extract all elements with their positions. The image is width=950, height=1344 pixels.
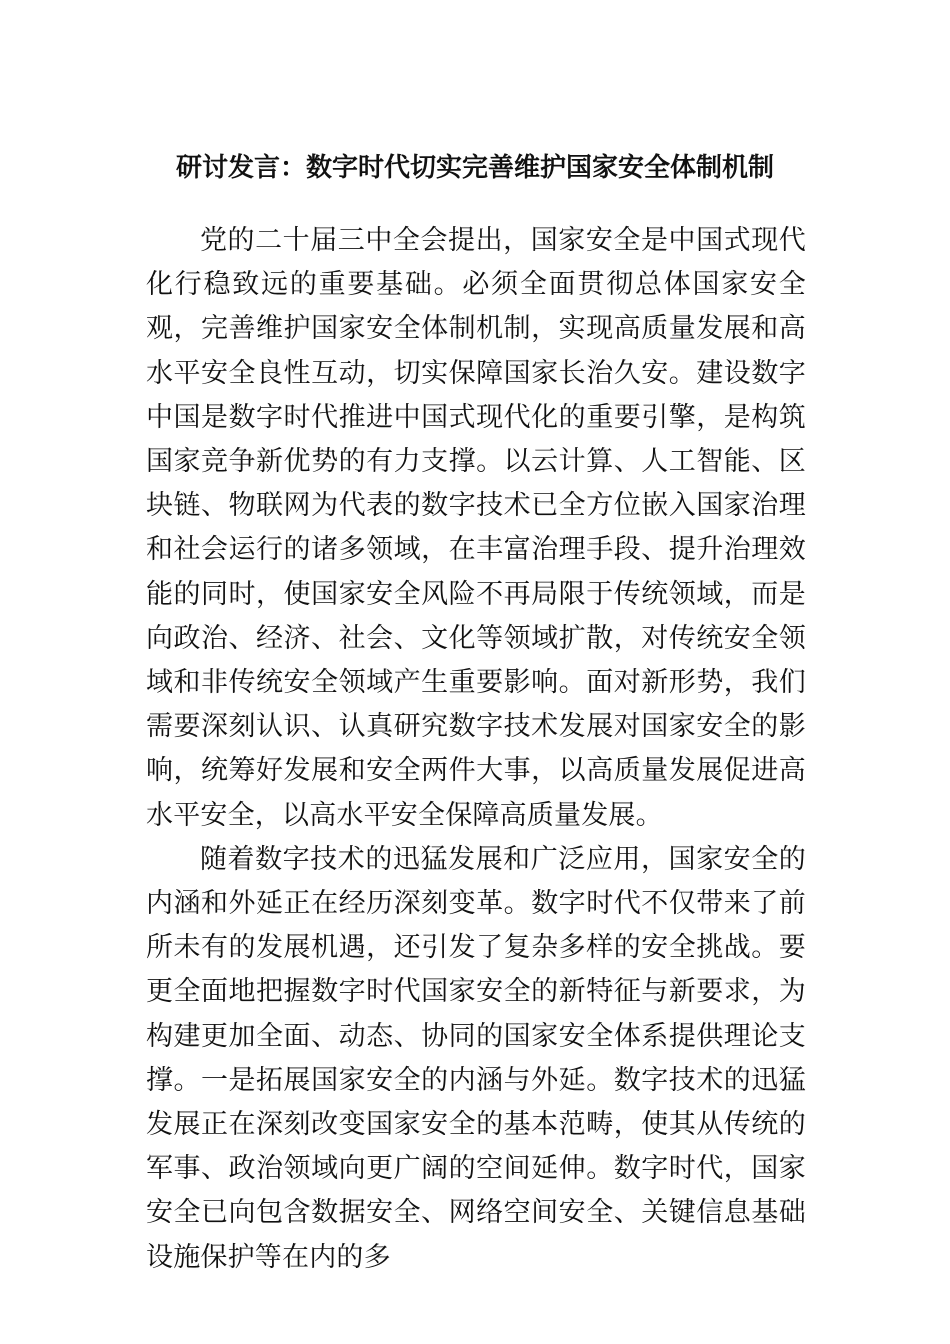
document-title: 研讨发言：数字时代切实完善维护国家安全体制机制 bbox=[175, 153, 774, 183]
document-body bbox=[146, 219, 806, 1280]
paragraph-2: 随着数字技术的迅猛发展和广泛应用，国家安全的内涵和外延正在经历深刻变革。数字时代不仅带来了前所未有的发展机遇，还引发了复杂多样的安全挑战。要更全面地把握数字时代国家安全的新特征与新要求，为构建更加全面、动态、协同的国家安全体系提供理论支撑。一是拓展国家安全的内涵与外延。数字技术的迅猛发展正在深刻改变国家安全的基本范畴，使其从传统的军事、政治领域向更广阔的空间延伸。数字时代，国家安全已向包含数据安全、网络空间安全、关键信息基础设施保护等在内的多 bbox=[146, 843, 806, 1273]
paragraph-1: 党的二十届三中全会提出，国家安全是中国式现代化行稳致远的重要基础。必须全面贯彻总体国家安全观，完善维护国家安全体制机制，实现高质量发展和高水平安全良性互动，切实保障国家长治久安。建设数字中国是数字时代推进中国式现代化的重要引擎，是构筑国家竞争新优势的有力支撑。以云计算、人工智能、区块链、物联网为代表的数字技术已全方位嵌入国家治理和社会运行的诸多领域，在丰富治理手段、提升治理效能的同时，使国家安全风险不再局限于传统领域，而是向政治、经济、社会、文化等领域扩散，对传统安全领域和非传统安全领域产生重要影响。面对新形势，我们需要深刻认识、认真研究数字技术发展对国家安全的影响，统筹好发展和安全两件大事，以高质量发展促进高水平安全，以高水平安全保障高质量发展。 bbox=[146, 225, 806, 831]
